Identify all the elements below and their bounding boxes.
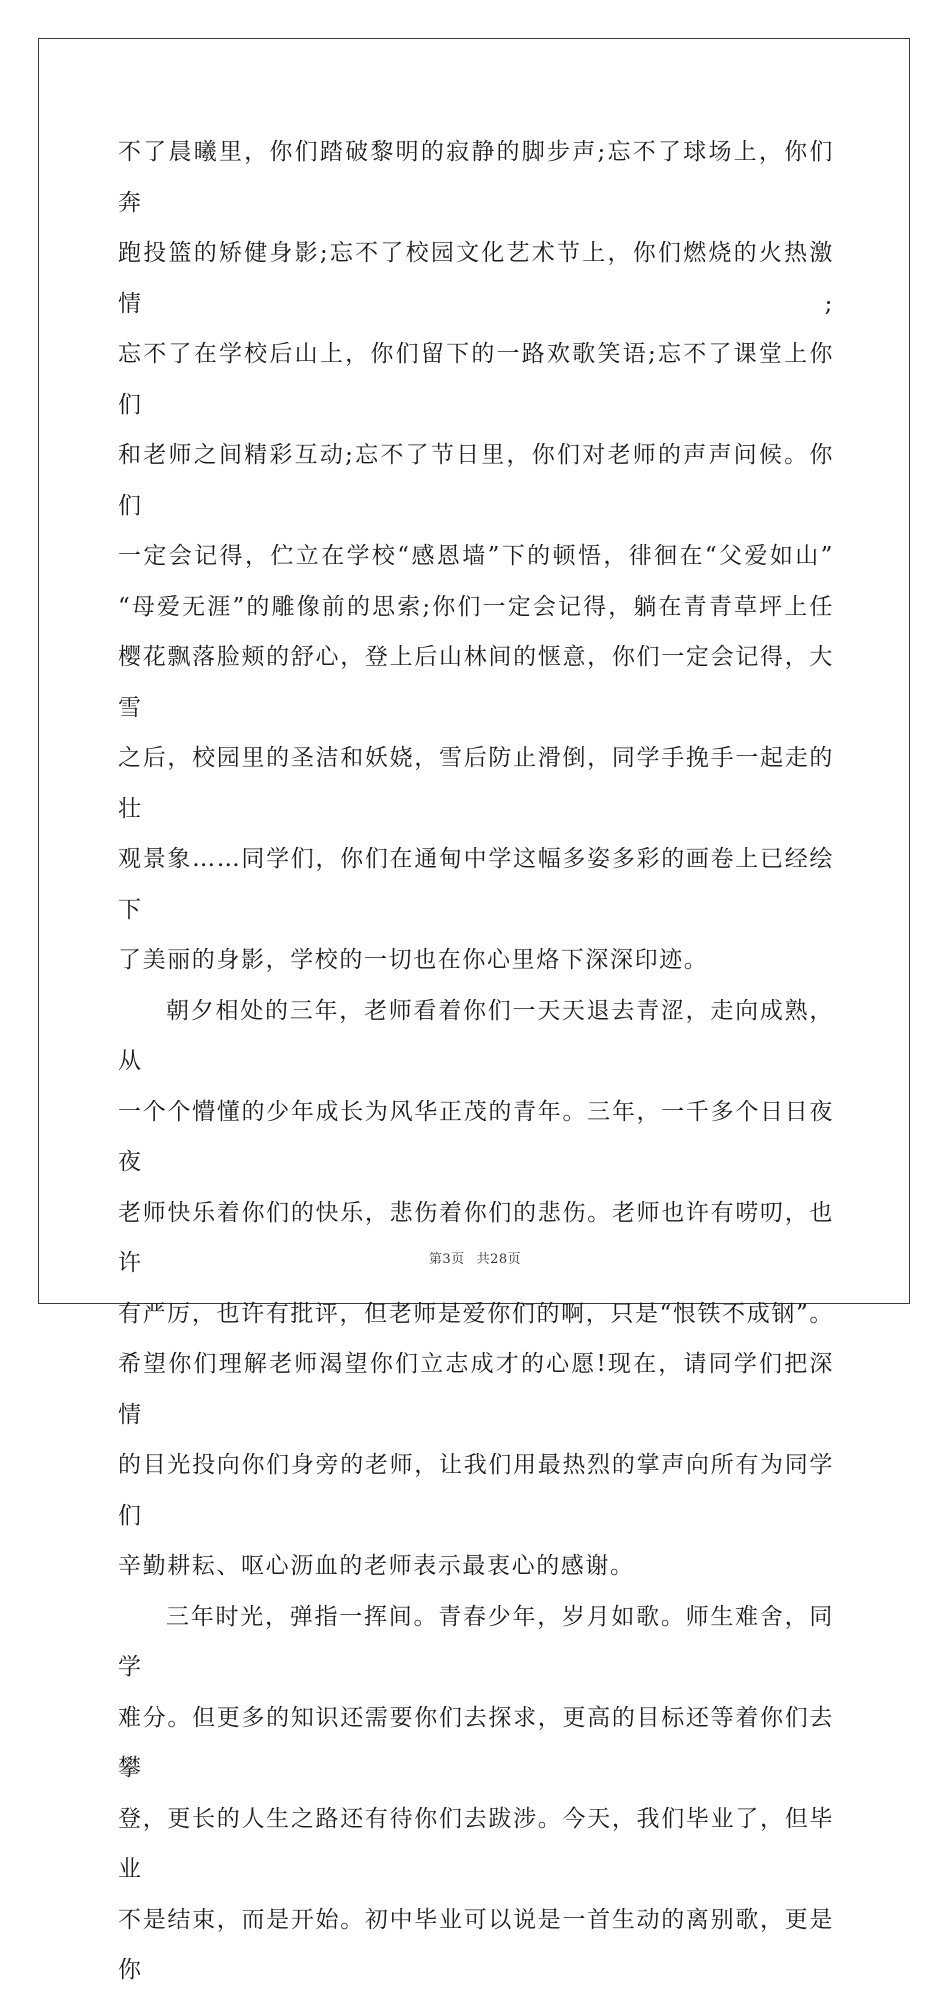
text-line: 三年时光，弹指一挥间。青春少年，岁月如歌。师生难舍，同学 [118, 1603, 834, 1680]
text-line: 有严厉，也许有批评，但老师是爱你们的啊，只是“恨铁不成钢”。 [118, 1300, 834, 1327]
text-line: 难分。但更多的知识还需要你们去探求，更高的目标还等着你们去攀 [118, 1704, 834, 1781]
paragraph-1 [118, 127, 834, 986]
text-line: 观景象……同学们，你们在通甸中学这幅多姿多彩的画卷上已经绘下 [118, 846, 834, 923]
text-line: 忘不了在学校后山上，你们留下的一路欢歌笑语;忘不了课堂上你们 [118, 341, 834, 418]
text-line: 跑投篮的矫健身影;忘不了校园文化艺术节上，你们燃烧的火热激情; [118, 240, 834, 317]
text-line: 老师快乐着你们的快乐，悲伤着你们的悲伤。老师也许有唠叨，也许 [118, 1199, 834, 1276]
page-footer [0, 1248, 950, 1267]
paragraph-3 [118, 1592, 834, 1996]
page-total: 共28页 [476, 1252, 522, 1267]
text-line: 了美丽的身影，学校的一切也在你心里烙下深深印迹。 [118, 947, 709, 973]
text-line: 不是结束，而是开始。初中毕业可以说是一首生动的离别歌，更是你 [118, 1906, 834, 1983]
text-line: 辛勤耕耘、呕心沥血的老师表示最衷心的感谢。 [118, 1553, 635, 1579]
document-body [118, 127, 834, 1996]
text-line: 一个个懵懂的少年成长为风华正茂的青年。三年，一千多个日日夜夜 [118, 1098, 834, 1175]
text-line: 和老师之间精彩互动;忘不了节日里，你们对老师的声声问候。你们 [118, 442, 834, 519]
text-line: 樱花飘落脸颊的舒心，登上后山林间的惬意，你们一定会记得，大雪 [118, 644, 834, 721]
text-line: 登，更长的人生之路还有待你们去跋涉。今天，我们毕业了，但毕业 [118, 1805, 834, 1882]
page-number: 第3页 [428, 1252, 465, 1267]
text-line: 希望你们理解老师渴望你们立志成才的心愿!现在，请同学们把深情 [118, 1351, 834, 1428]
text-line: 之后，校园里的圣洁和妖娆，雪后防止滑倒，同学手挽手一起走的壮 [118, 745, 834, 822]
text-line: 的目光投向你们身旁的老师，让我们用最热烈的掌声向所有为同学们 [118, 1452, 834, 1529]
text-line: “母爱无涯”的雕像前的思索;你们一定会记得，躺在青青草坪上任 [118, 593, 834, 620]
paragraph-2 [118, 986, 834, 1592]
text-line: 不了晨曦里，你们踏破黎明的寂静的脚步声;忘不了球场上，你们奔 [118, 139, 834, 216]
text-line: 一定会记得，伫立在学校“感恩墙”下的顿悟，徘徊在“父爱如山” [118, 543, 834, 569]
text-line: 朝夕相处的三年，老师看着你们一天天退去青涩，走向成熟，从 [118, 997, 834, 1074]
